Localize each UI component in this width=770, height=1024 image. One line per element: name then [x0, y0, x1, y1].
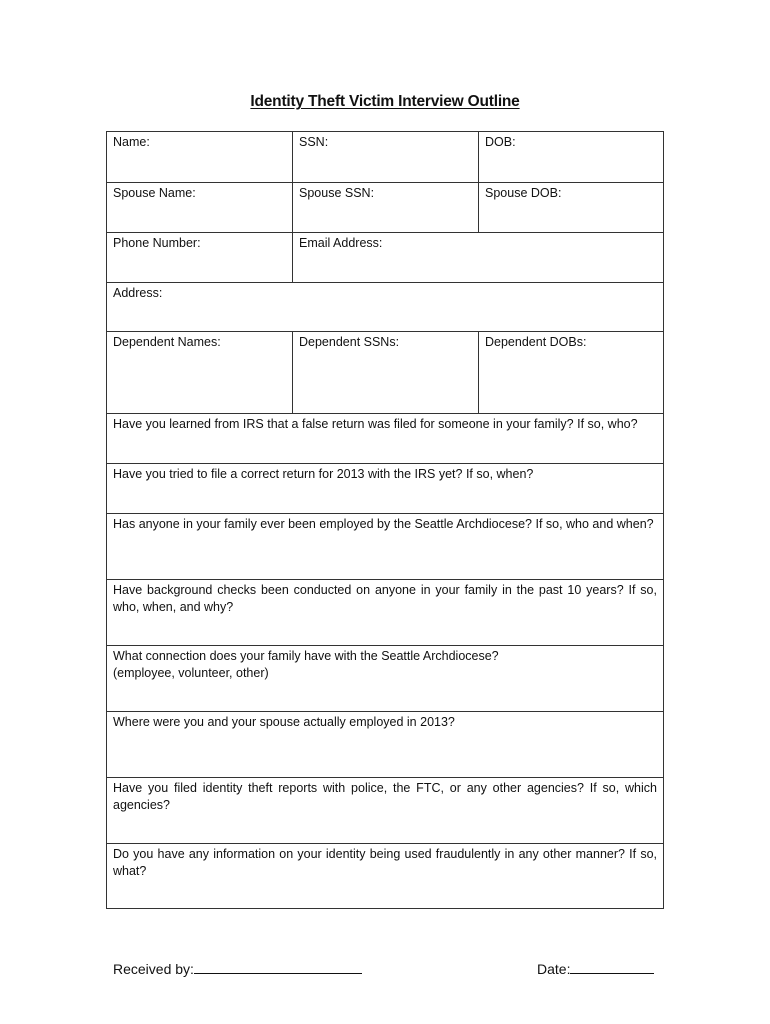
date-label: Date: — [537, 961, 571, 977]
ssn-field[interactable] — [292, 132, 478, 182]
received-by-line[interactable] — [194, 959, 362, 974]
question-row[interactable] — [107, 711, 663, 777]
received-by-field[interactable] — [113, 959, 362, 977]
form-title: Identity Theft Victim Interview Outline — [250, 93, 520, 110]
question-text: Have you filed identity theft reports with police, the FTC, or any other agencies? If so, which agencies? — [113, 781, 657, 812]
question-text: Have background checks been conducted on anyone in your family in the past 10 years? If so, who, when, and why? — [113, 583, 657, 614]
name-field[interactable] — [107, 132, 292, 182]
question-row[interactable] — [107, 463, 663, 513]
date-line[interactable] — [570, 959, 654, 974]
spouse-dob-label: Spouse DOB: — [485, 186, 562, 200]
question-row[interactable] — [107, 777, 663, 843]
email-field[interactable] — [292, 233, 663, 282]
question-text: Has anyone in your family ever been employed by the Seattle Archdiocese? If so, who and when? — [113, 517, 654, 531]
interview-form — [106, 131, 664, 909]
ssn-label: SSN: — [299, 135, 329, 149]
question-row[interactable] — [107, 513, 663, 579]
address-label: Address: — [113, 286, 163, 300]
row-personal — [107, 132, 663, 182]
question-row[interactable] — [107, 843, 663, 908]
question-row[interactable] — [107, 413, 663, 463]
row-address — [107, 282, 663, 331]
email-label: Email Address: — [299, 236, 383, 250]
dependent-names-field[interactable] — [107, 332, 292, 413]
question-text: Have you tried to file a correct return for 2013 with the IRS yet? If so, when? — [113, 467, 534, 481]
dependent-ssns-field[interactable] — [292, 332, 478, 413]
address-field[interactable] — [107, 283, 663, 331]
dob-label: DOB: — [485, 135, 516, 149]
dob-field[interactable] — [478, 132, 663, 182]
dependent-names-label: Dependent Names: — [113, 335, 221, 349]
question-row[interactable] — [107, 579, 663, 645]
name-label: Name: — [113, 135, 150, 149]
question-row[interactable] — [107, 645, 663, 711]
spouse-ssn-label: Spouse SSN: — [299, 186, 375, 200]
dependent-dobs-field[interactable] — [478, 332, 663, 413]
phone-field[interactable] — [107, 233, 292, 282]
row-dependents — [107, 331, 663, 413]
phone-label: Phone Number: — [113, 236, 201, 250]
row-spouse — [107, 182, 663, 232]
spouse-name-field[interactable] — [107, 183, 292, 232]
received-by-label: Received by: — [113, 961, 194, 977]
dependent-ssns-label: Dependent SSNs: — [299, 335, 400, 349]
row-contact — [107, 232, 663, 282]
spouse-ssn-field[interactable] — [292, 183, 478, 232]
question-text: Where were you and your spouse actually employed in 2013? — [113, 715, 455, 729]
dependent-dobs-label: Dependent DOBs: — [485, 335, 587, 349]
question-text: Do you have any information on your identity being used fraudulently in any other manner? If so, what? — [113, 847, 657, 878]
spouse-name-label: Spouse Name: — [113, 186, 196, 200]
question-text: Have you learned from IRS that a false return was filed for someone in your family? If so, who? — [113, 417, 638, 431]
spouse-dob-field[interactable] — [478, 183, 663, 232]
date-field[interactable] — [537, 959, 654, 977]
question-text: What connection does your family have with the Seattle Archdiocese? (employee, volunteer, other) — [113, 649, 499, 680]
